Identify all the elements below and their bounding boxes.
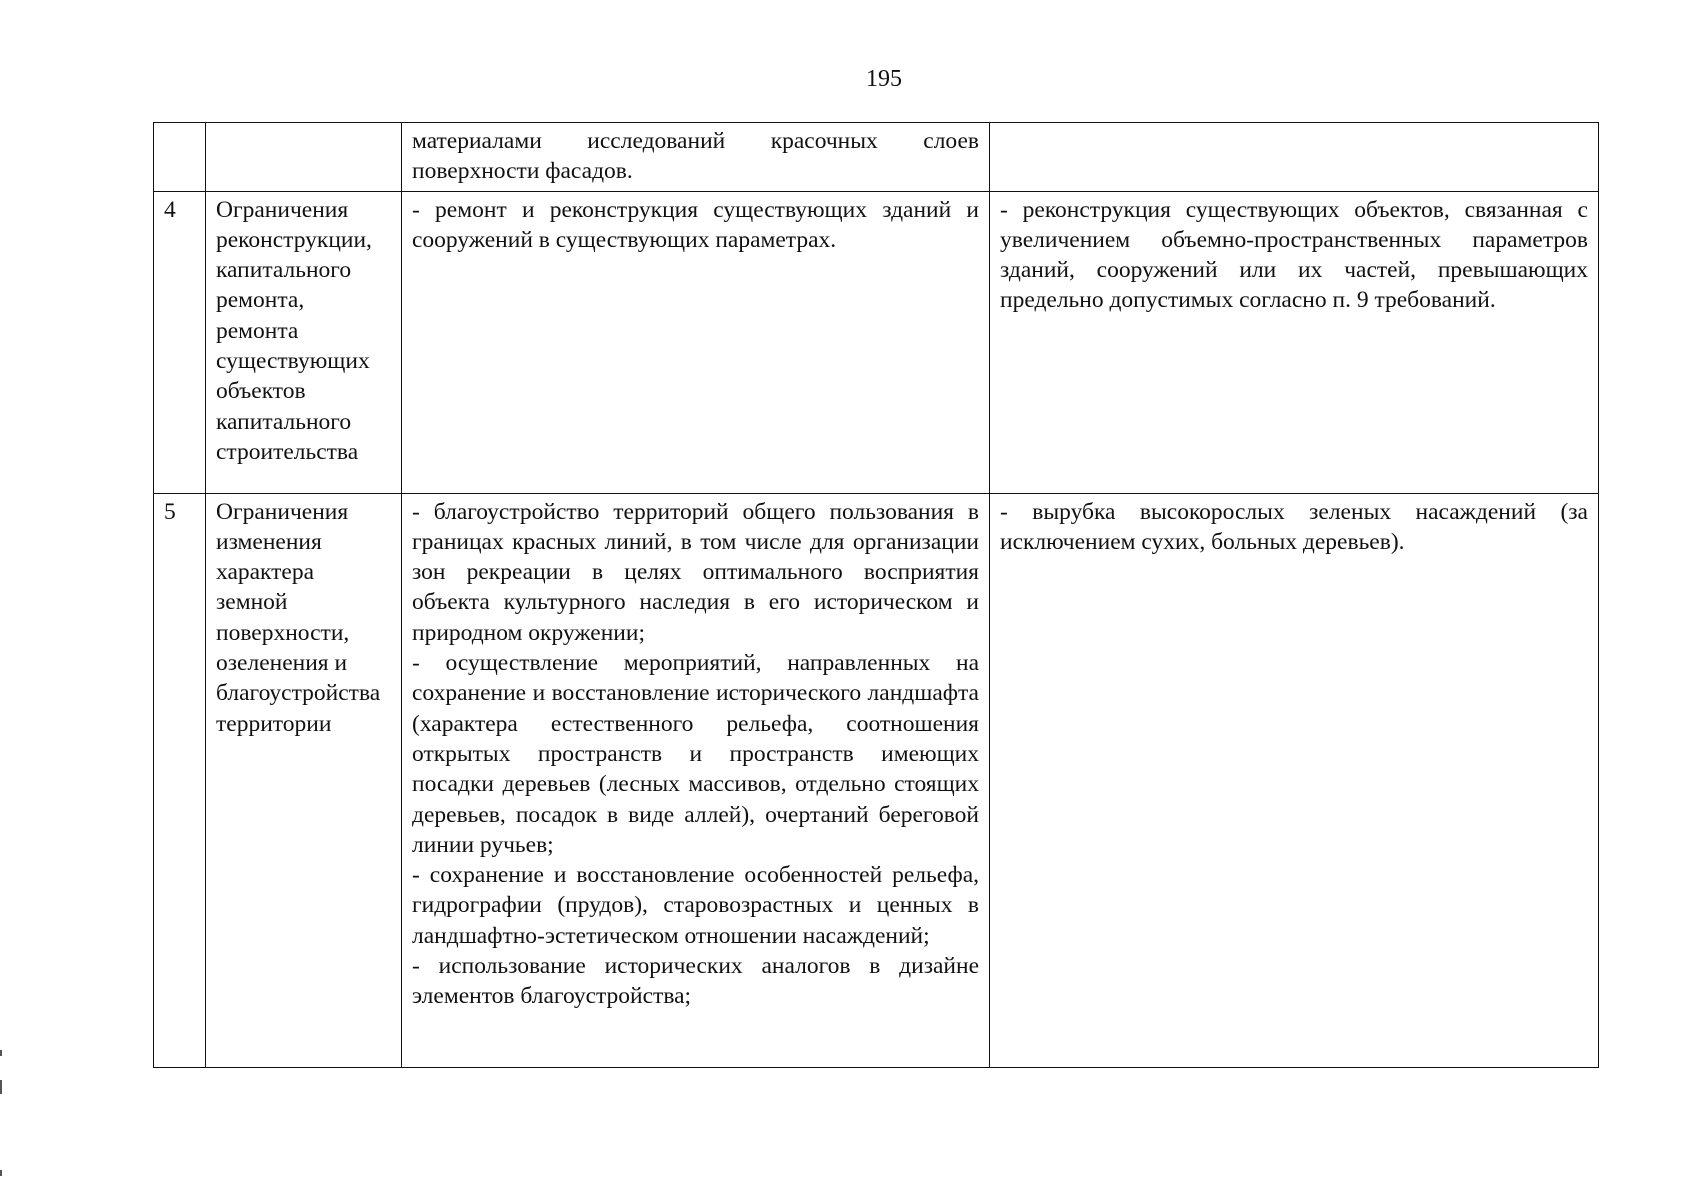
- forbidden-works-cell: - вырубка высокорослых зеленых насаждений (за исключением сухих, больных деревьев).: [990, 493, 1599, 1067]
- allowed-paragraph: - благоустройство территорий общего пользования в границах красных линий, в том числе для организации зон рекреации в целях оптимального восприятия объекта культурного наследия в его историческом и природном окружении;: [412, 498, 979, 646]
- page-number: 195: [866, 66, 902, 92]
- allowed-works-cell: [402, 191, 990, 493]
- restriction-name-cell: Ограничения реконструкции, капитального ремонта, ремонта существующих объектов капитального строительства: [206, 191, 402, 493]
- allowed-works-cell: [402, 123, 990, 192]
- allowed-paragraph: - использование исторических аналогов в дизайне элементов благоустройства;: [412, 953, 979, 1010]
- allowed-paragraph: - осуществление мероприятий, направленных на сохранение и восстановление исторического ландшафта (характера естественного рельефа, соотношения открытых пространств и пространств имеющих посадки деревьев (лесных массивов, отдельно стоящих деревьев, посадок в виде аллей), очертаний береговой линии ручьев;: [412, 650, 979, 858]
- allowed-paragraph: - ремонт и реконструкция существующих зданий и сооружений в существующих параметрах.: [412, 196, 979, 253]
- allowed-paragraph: материалами исследований красочных слоев поверхности фасадов.: [412, 128, 979, 185]
- restriction-name-cell: [206, 123, 402, 192]
- forbidden-works-cell: - реконструкция существующих объектов, связанная с увеличением объемно-пространственных параметров зданий, сооружений или их частей, превышающих предельно допустимых согласно п. 9 требований.: [990, 191, 1599, 493]
- table-row: [154, 191, 1599, 493]
- forbidden-works-cell: [990, 123, 1599, 192]
- allowed-paragraph: - сохранение и восстановление особенностей рельефа, гидрографии (прудов), старовозрастных и ценных в ландшафтно-эстетическом отношении насаждений;: [412, 862, 979, 949]
- allowed-works-cell: [402, 493, 990, 1067]
- table-row: [154, 123, 1599, 192]
- restriction-name-cell: Ограничения изменения характера земной поверхности, озеленения и благоустройства территории: [206, 493, 402, 1067]
- row-number-cell: 4: [154, 191, 206, 493]
- row-number-cell: 5: [154, 493, 206, 1067]
- restrictions-table: [153, 122, 1599, 1068]
- scan-edge-marks: [0, 1050, 3, 1180]
- table-row: [154, 493, 1599, 1067]
- row-number-cell: [154, 123, 206, 192]
